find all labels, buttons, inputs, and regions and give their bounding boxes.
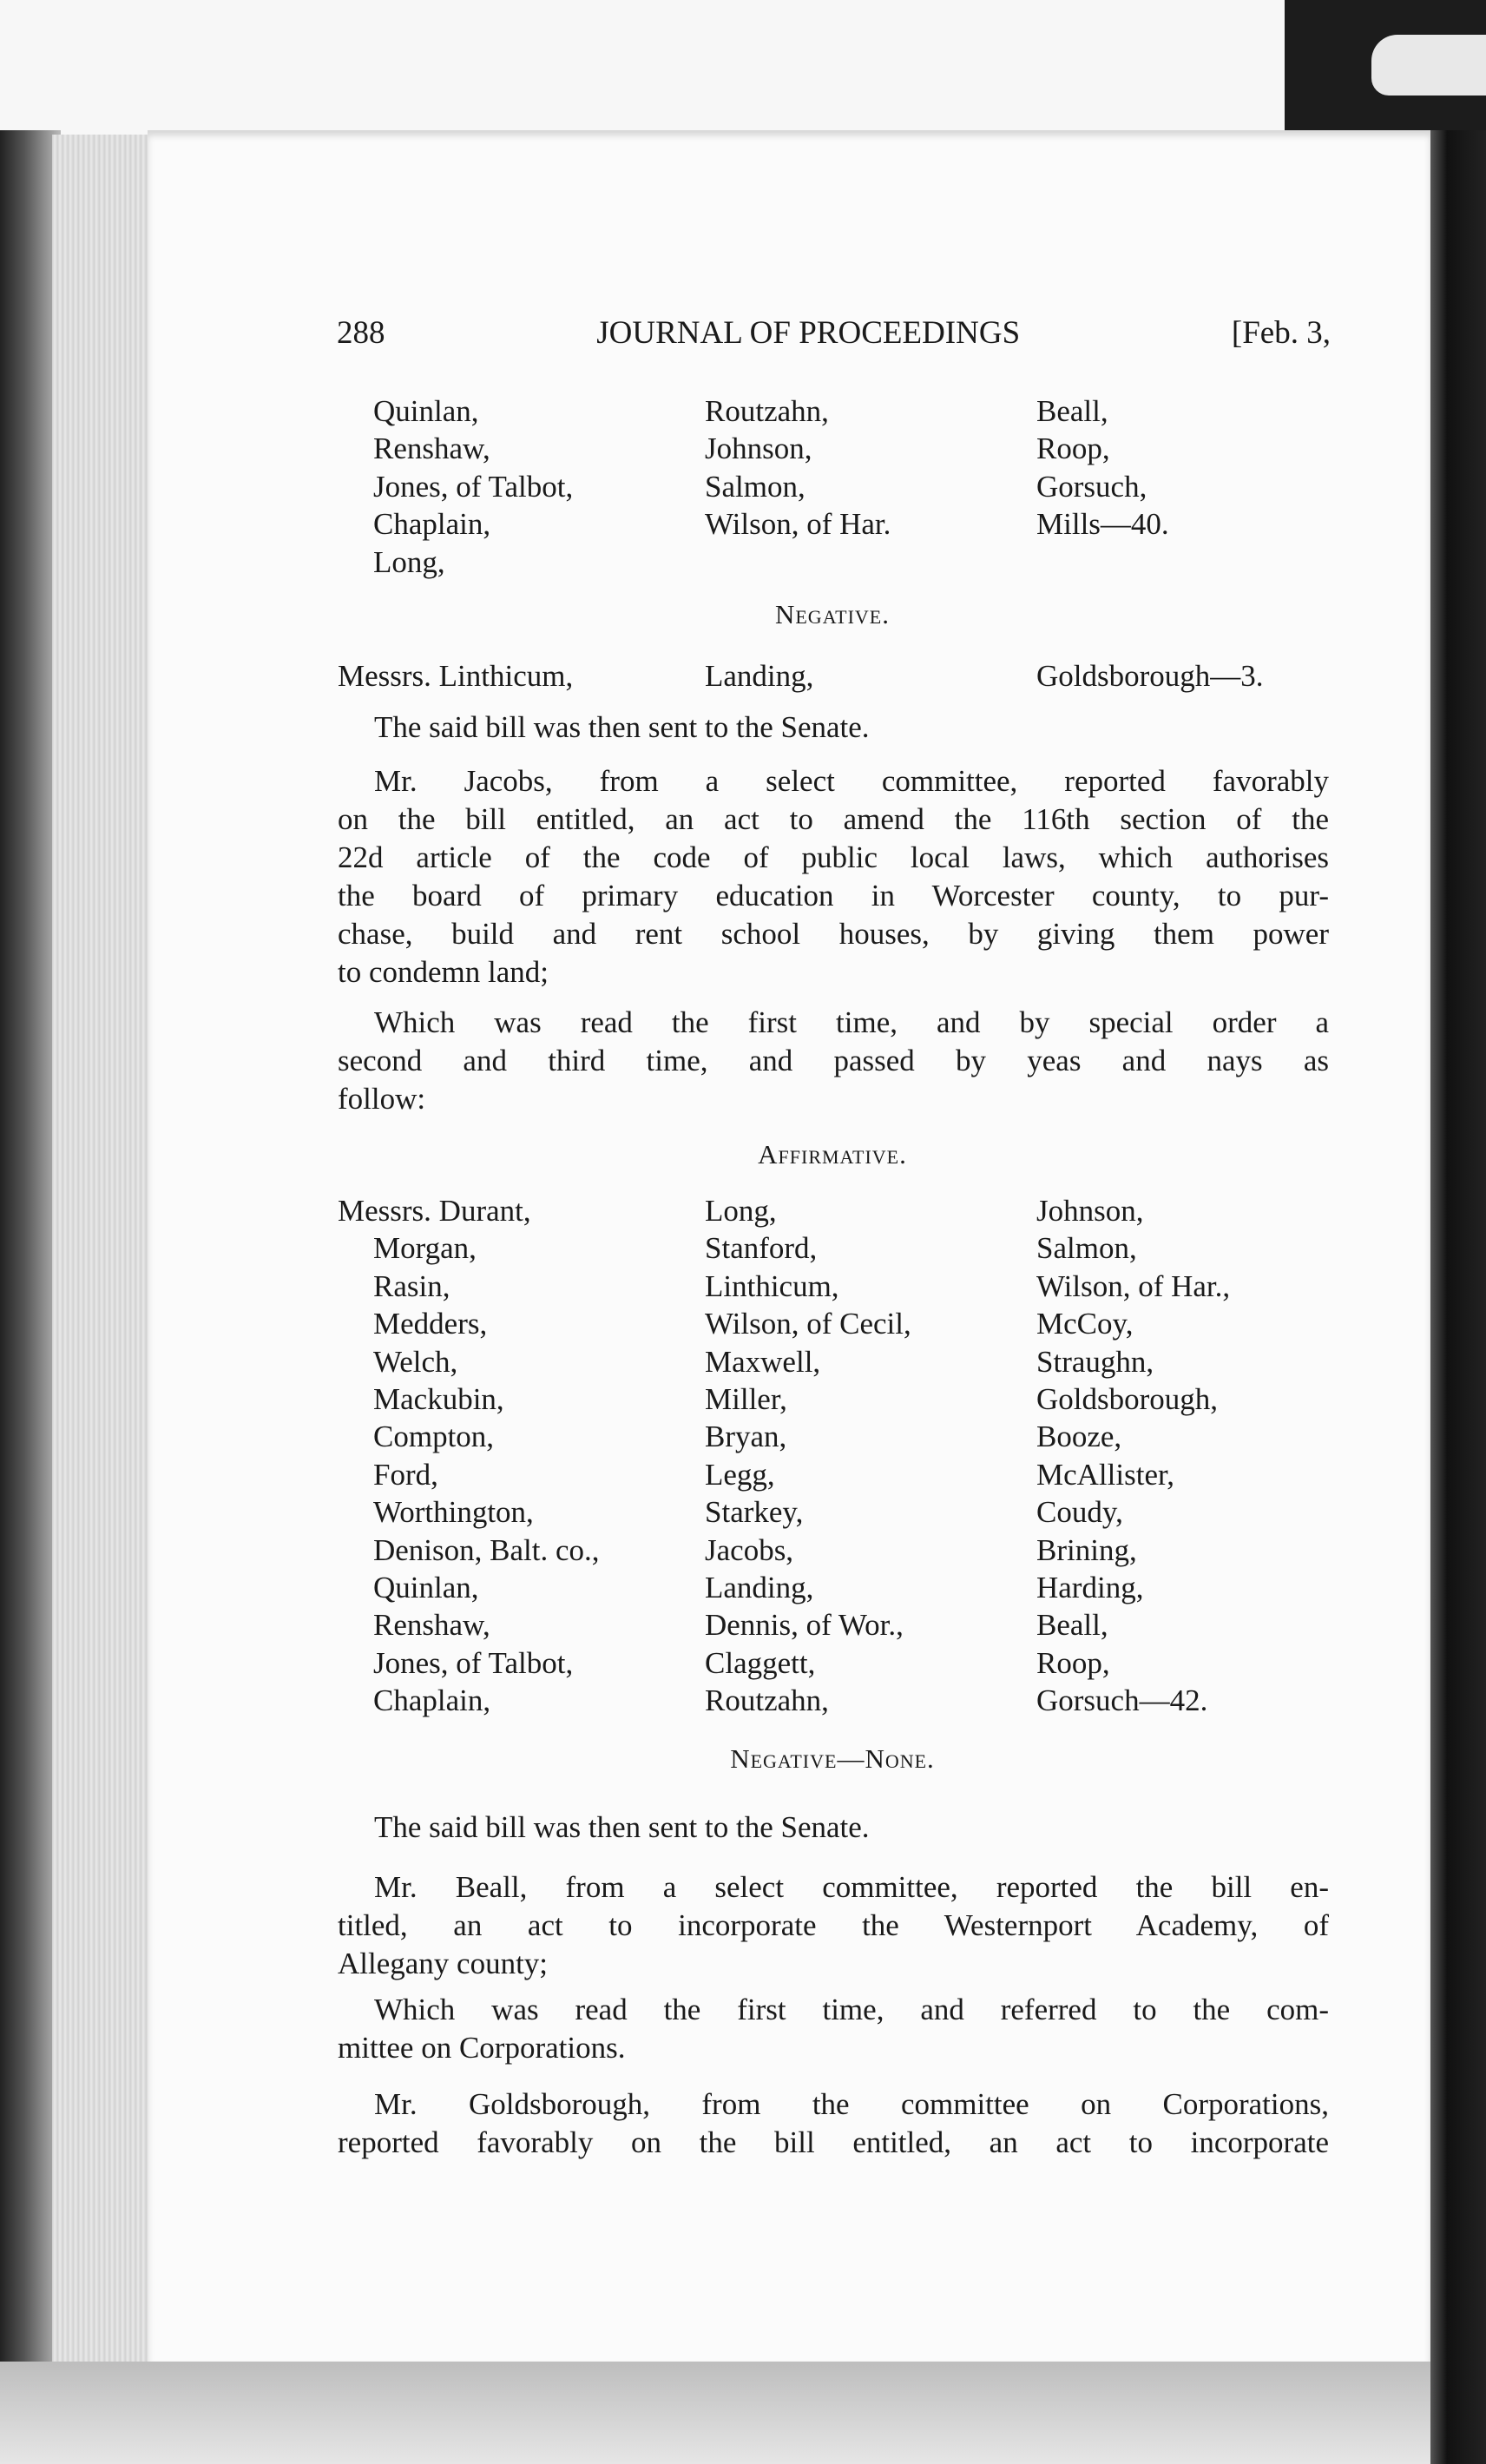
vote-name: Morgan, xyxy=(373,1231,477,1266)
section-heading-negative-none: Negative—None. xyxy=(730,1743,935,1774)
sent1 xyxy=(338,708,1329,747)
referred-para xyxy=(338,1991,1329,2067)
vote-name: Long, xyxy=(705,1194,777,1228)
vote-name: Miller, xyxy=(705,1382,787,1416)
vote-name: McCoy, xyxy=(1036,1307,1134,1341)
text-line: The said bill was then sent to the Senate. xyxy=(374,1810,870,1844)
vote-name: Routzahn, xyxy=(705,394,829,428)
vote-name: Chaplain, xyxy=(373,507,491,542)
vote-name: Salmon, xyxy=(1036,1231,1137,1266)
vote-name: Welch, xyxy=(373,1344,458,1379)
text-line: Mr. Jacobs, from a select committee, reported favorably xyxy=(374,764,1329,798)
vote-name: Roop, xyxy=(1036,1645,1110,1680)
scan-bottom xyxy=(0,2362,1430,2464)
text-line: Which was read the first time, and by special order a xyxy=(374,1005,1329,1039)
vote-name: Compton, xyxy=(373,1420,495,1454)
vote-name: Roop, xyxy=(1036,432,1110,466)
text-line: the board of primary education in Worcester county, to pur- xyxy=(338,879,1329,912)
vote-name: Linthicum, xyxy=(705,1268,839,1303)
vote-name: Gorsuch—42. xyxy=(1036,1683,1208,1718)
vote-name: Goldsborough—3. xyxy=(1036,659,1264,693)
vote-name: Chaplain, xyxy=(373,1683,491,1718)
vote-name: McAllister, xyxy=(1036,1457,1174,1492)
vote-name: Wilson, of Har., xyxy=(1036,1268,1231,1303)
scan-background xyxy=(0,0,1486,139)
text-line: chase, build and rent school houses, by giving them power xyxy=(338,917,1329,951)
vote-name: Long, xyxy=(373,544,445,579)
text-line: Allegany county; xyxy=(338,1947,549,1980)
vote-name: Routzahn, xyxy=(705,1683,829,1718)
vote-name: Ford, xyxy=(373,1457,438,1492)
vote-name: Wilson, of Har. xyxy=(705,507,891,542)
running-header xyxy=(337,314,1331,352)
vote-name: Booze, xyxy=(1036,1420,1122,1454)
vote-name: Worthington, xyxy=(373,1495,534,1530)
text-line: follow: xyxy=(338,1082,426,1116)
vote-name: Stanford, xyxy=(705,1231,818,1266)
text-line: Mr. Beall, from a select committee, reported the bill en- xyxy=(374,1870,1329,1904)
text-line: Which was read the first time, and referred to the com- xyxy=(374,1993,1329,2026)
text-line: reported favorably on the bill entitled, an act to incorporate xyxy=(338,2125,1329,2159)
book-binding xyxy=(1430,130,1486,2464)
vote-name: Gorsuch, xyxy=(1036,469,1147,504)
beall-para xyxy=(338,1868,1329,1983)
page-number: 288 xyxy=(337,315,385,351)
text-line: titled, an act to incorporate the Westernport Academy, of xyxy=(338,1908,1329,1942)
vote-name: Bryan, xyxy=(705,1420,787,1454)
vote-name: Salmon, xyxy=(705,469,805,504)
vote-name: Goldsborough, xyxy=(1036,1382,1219,1416)
vote-name: Coudy, xyxy=(1036,1495,1123,1530)
vote-name: Messrs. Durant, xyxy=(338,1194,531,1228)
section-heading-affirmative: Affirmative. xyxy=(758,1139,907,1169)
text-line: second and third time, and passed by yeas and nays as xyxy=(338,1044,1329,1077)
read-para xyxy=(338,1004,1329,1118)
vote-name: Messrs. Linthicum, xyxy=(338,659,574,693)
paper-scrap xyxy=(1371,35,1486,96)
vote-name: Harding, xyxy=(1036,1571,1144,1604)
vote-name: Jones, of Talbot, xyxy=(373,469,574,504)
vote-name: Medders, xyxy=(373,1307,488,1341)
page-title: JOURNAL OF PROCEEDINGS xyxy=(596,315,1021,351)
vote-name: Claggett, xyxy=(705,1645,816,1680)
section-heading-negative: Negative. xyxy=(774,599,890,629)
vote-name: Denison, Balt. co., xyxy=(373,1532,600,1567)
text-line: Mr. Goldsborough, from the committee on Corporations, xyxy=(374,2087,1329,2121)
vote-name: Beall, xyxy=(1036,394,1108,428)
vote-name: Dennis, of Wor., xyxy=(705,1608,904,1643)
text-line: 22d article of the code of public local laws, which authorises xyxy=(338,840,1329,874)
text-line: to condemn land; xyxy=(338,955,549,989)
jacobs-para xyxy=(338,762,1329,992)
text-line: The said bill was then sent to the Senate. xyxy=(374,710,870,744)
vote-name: Jacobs, xyxy=(705,1532,794,1567)
vote-name: Starkey, xyxy=(705,1495,804,1530)
scan-corner-shadow xyxy=(1285,0,1486,135)
text-line: on the bill entitled, an act to amend the 116th section of the xyxy=(338,802,1329,836)
page-stack xyxy=(52,135,152,2375)
page-date: [Feb. 3, xyxy=(1231,315,1331,351)
vote-name: Straughn, xyxy=(1036,1344,1154,1379)
vote-name: Wilson, of Cecil, xyxy=(705,1307,911,1341)
vote-name: Beall, xyxy=(1036,1608,1108,1643)
vote-name: Maxwell, xyxy=(705,1344,821,1379)
vote-name: Landing, xyxy=(705,659,814,693)
vote-name: Brining, xyxy=(1036,1532,1137,1567)
vote-name: Quinlan, xyxy=(373,394,479,428)
text-line: mittee on Corporations. xyxy=(338,2031,626,2065)
vote-name: Jones, of Talbot, xyxy=(373,1645,574,1680)
vote-name: Johnson, xyxy=(705,432,812,466)
sent2 xyxy=(338,1808,1329,1847)
vote-name: Mills—40. xyxy=(1036,507,1169,542)
vote-name: Rasin, xyxy=(373,1268,450,1303)
vote-name: Quinlan, xyxy=(373,1571,479,1604)
vote-name: Renshaw, xyxy=(373,432,490,466)
goldsborough-para xyxy=(338,2085,1329,2162)
vote-name: Mackubin, xyxy=(373,1382,504,1416)
vote-name: Renshaw, xyxy=(373,1608,490,1643)
vote-name: Johnson, xyxy=(1036,1194,1144,1228)
vote-name: Landing, xyxy=(705,1571,814,1604)
vote-name: Legg, xyxy=(705,1457,775,1492)
